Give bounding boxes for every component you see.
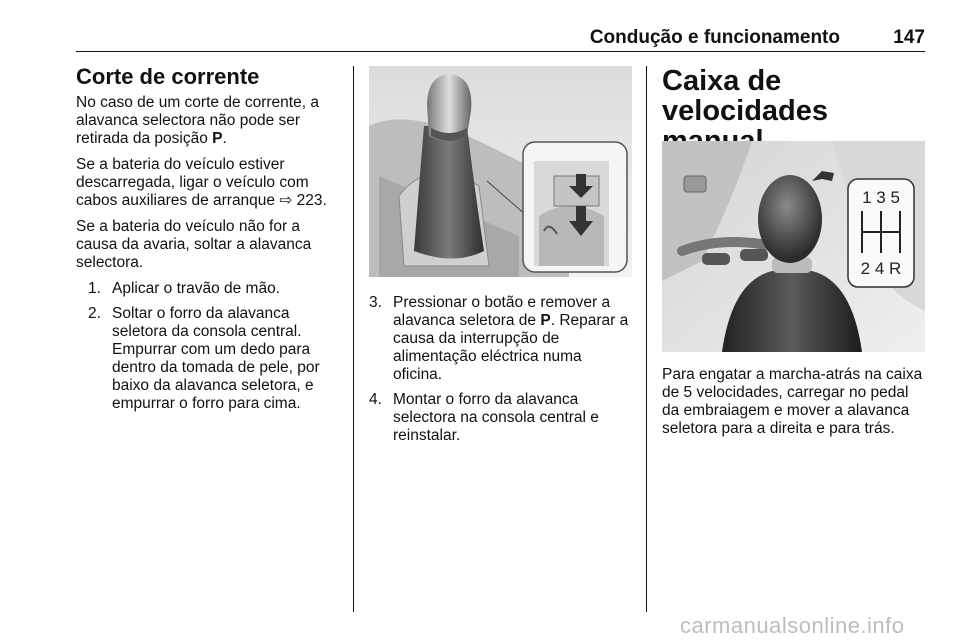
position-p-label-2: P (540, 312, 551, 329)
column-1 (76, 64, 342, 420)
arrow-right-icon: ⇨ (279, 192, 293, 209)
section-heading-power-cut: Corte de corrente (76, 64, 260, 89)
list-item-step-2: 2. Soltar o forro da alavanca seletora da consola central. Empurrar com um dedo para dentro da tomada de pele, por baixo da alavanca seletora, e empurrar o forro para cima. (88, 305, 320, 412)
paragraph-battery: Se a bateria do veículo estiver descarregada, ligar o veículo com cabos auxiliares de arranque ⇨ 223. (76, 156, 327, 209)
column-3 (662, 366, 928, 446)
page-number: 147 (893, 27, 925, 48)
gear-pattern-bottom-label: 2 4 R (860, 259, 902, 278)
automatic-gear-lever-image (369, 66, 632, 277)
section-title-manual-gearbox: Caixa de velocidades (662, 65, 829, 127)
list-item-step-3: 3. Pressionar o botão e remover a alavanca seletora de P. Reparar a causa da interrupção de alimentação eléctrica numa oficina. (369, 294, 629, 383)
manual-gear-lever-image (662, 141, 925, 352)
header-rule (76, 51, 925, 52)
column-divider-left (353, 66, 354, 612)
paragraph-reverse-gear: Para engatar a marcha-atrás na caixa de 5 velocidades, carregar no pedal da embraiagem e mover a alavanca seletora para a direita e para trás. (662, 366, 923, 437)
paragraph-power-cut: No caso de um corte de corrente, a alavanca selectora não pode ser retirada da posição P. (76, 94, 319, 147)
column-2 (369, 294, 635, 452)
watermark: carmanualsonline.info (680, 613, 905, 638)
column-divider-right (646, 66, 647, 612)
page-reference-link[interactable]: 223. (292, 192, 327, 209)
list-item-step-4: 4. Montar o forro da alavanca selectora na consola central e reinstalar. (369, 391, 599, 444)
gear-pattern-top-label: 1 3 5 (862, 188, 900, 207)
list-item-step-1: 1. Aplicar o travão de mão. (88, 280, 281, 297)
header-title: Condução e funcionamento (589, 27, 840, 48)
paragraph-release-lever: Se a bateria do veículo não for a causa da avaria, soltar a alavanca selectora. (76, 218, 312, 271)
position-p-label: P (212, 130, 223, 147)
